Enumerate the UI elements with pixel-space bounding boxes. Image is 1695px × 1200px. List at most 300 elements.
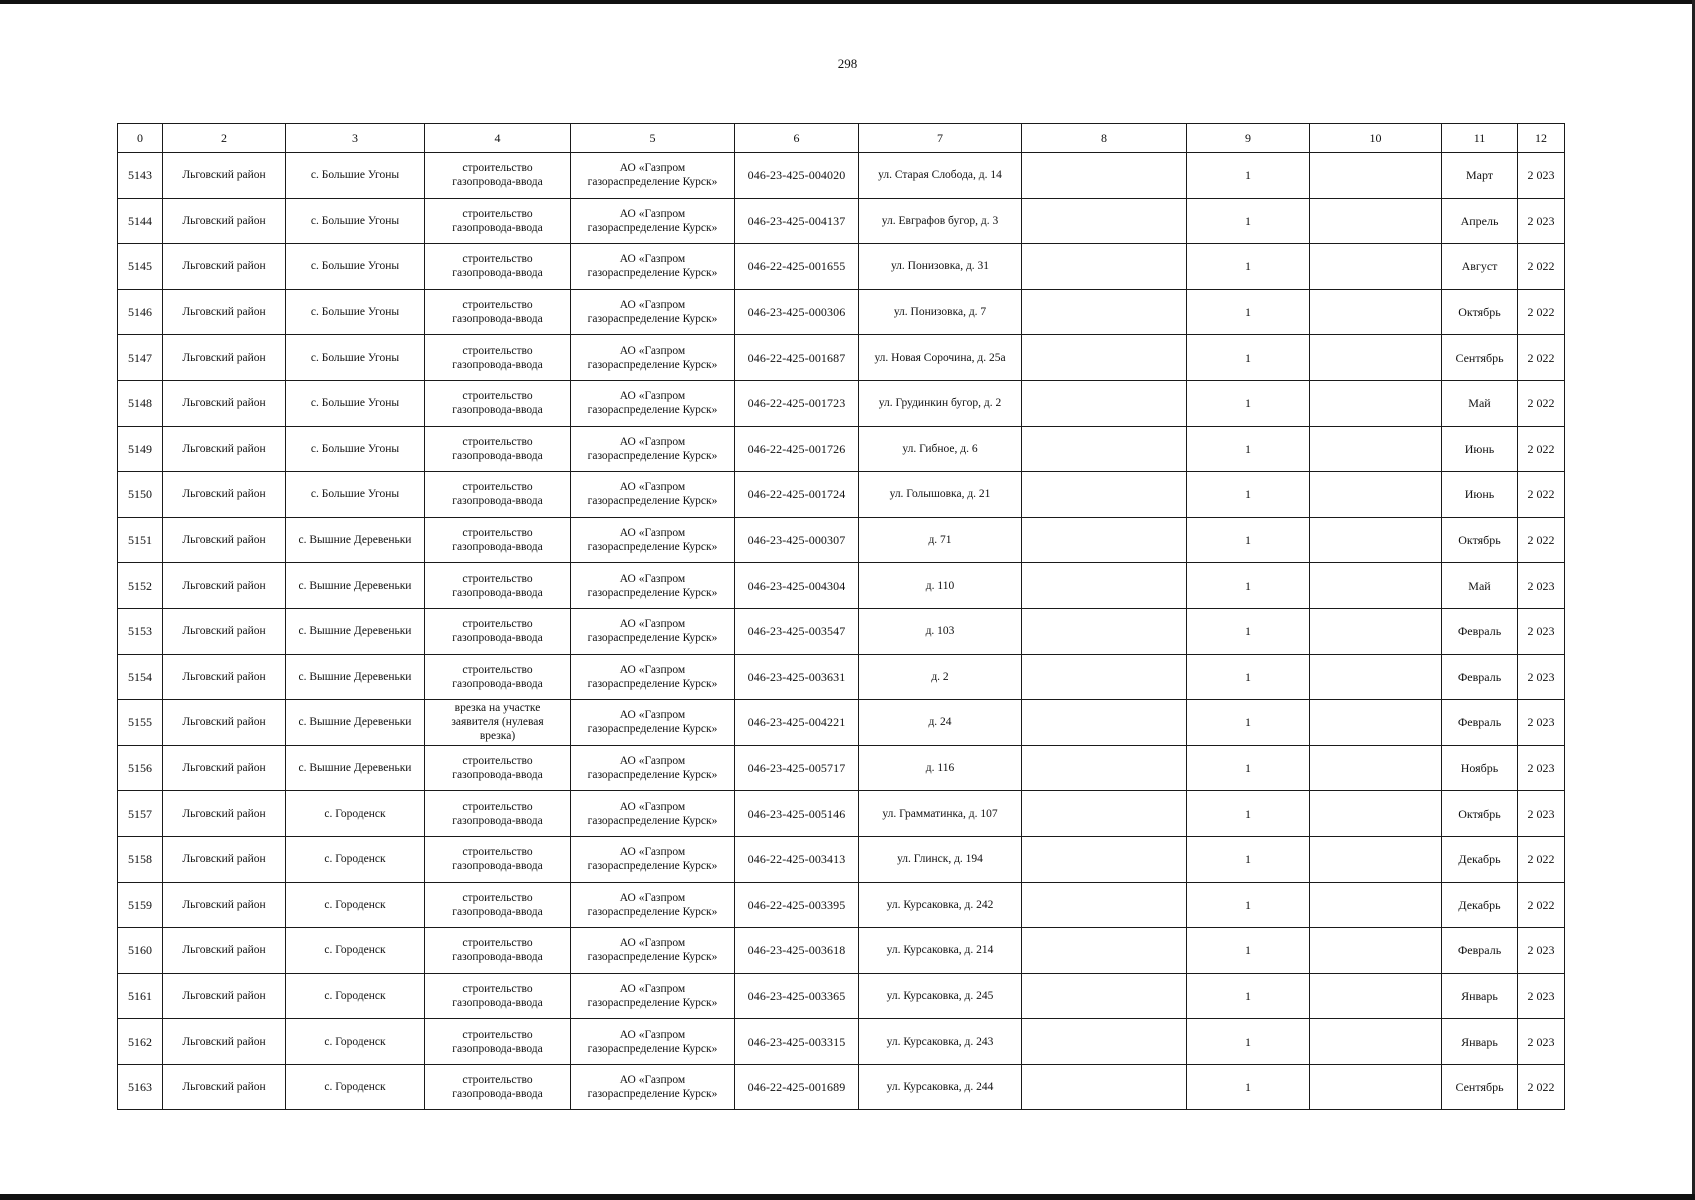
work-type-cell-line: строительство bbox=[462, 891, 533, 904]
work-type-cell-line: газопровода-ввода bbox=[452, 221, 543, 234]
address-cell: ул. Гибное, д. 6 bbox=[859, 426, 1022, 472]
address-cell: д. 110 bbox=[859, 563, 1022, 609]
row-number-cell: 5160 bbox=[118, 928, 163, 974]
organization-cell-line: газораспределение Курск» bbox=[587, 1042, 718, 1055]
district-cell: Льговский район bbox=[163, 745, 286, 791]
application-code-cell: 046-23-425-003547 bbox=[735, 608, 859, 654]
row-number-cell: 5144 bbox=[118, 198, 163, 244]
work-type-cell-line: газопровода-ввода bbox=[452, 586, 543, 599]
quantity-cell: 1 bbox=[1187, 289, 1310, 335]
application-code-cell: 046-22-425-001687 bbox=[735, 335, 859, 381]
month-cell: Август bbox=[1442, 244, 1518, 290]
application-code-cell: 046-23-425-000307 bbox=[735, 517, 859, 563]
quantity-cell: 1 bbox=[1187, 791, 1310, 837]
district-cell: Льговский район bbox=[163, 289, 286, 335]
year-cell: 2 023 bbox=[1518, 654, 1565, 700]
district-cell: Льговский район bbox=[163, 153, 286, 199]
empty-cell-8 bbox=[1022, 700, 1187, 746]
row-number-cell: 5151 bbox=[118, 517, 163, 563]
empty-cell-10 bbox=[1310, 882, 1442, 928]
work-type-cell-line: газопровода-ввода bbox=[452, 176, 543, 189]
year-cell: 2 023 bbox=[1518, 153, 1565, 199]
organization-cell-line: газораспределение Курск» bbox=[587, 586, 718, 599]
address-cell: ул. Грамматинка, д. 107 bbox=[859, 791, 1022, 837]
organization-cell-line: АО «Газпром bbox=[619, 207, 686, 220]
work-type-cell-line: строительство bbox=[462, 755, 533, 768]
locality-cell: с. Большие Угоны bbox=[286, 244, 425, 290]
empty-cell-8 bbox=[1022, 244, 1187, 290]
application-code-cell: 046-23-425-004020 bbox=[735, 153, 859, 199]
application-code-cell: 046-23-425-004304 bbox=[735, 563, 859, 609]
empty-cell-10 bbox=[1310, 608, 1442, 654]
month-cell: Ноябрь bbox=[1442, 745, 1518, 791]
organization-cell-line: АО «Газпром bbox=[619, 846, 686, 859]
row-number-cell: 5154 bbox=[118, 654, 163, 700]
organization-cell-line: АО «Газпром bbox=[619, 435, 686, 448]
organization-cell bbox=[571, 654, 735, 700]
organization-cell-line: газораспределение Курск» bbox=[587, 449, 718, 462]
table-row bbox=[118, 836, 1565, 882]
table-row bbox=[118, 563, 1565, 609]
district-cell: Льговский район bbox=[163, 1064, 286, 1110]
district-cell: Льговский район bbox=[163, 472, 286, 518]
table-row bbox=[118, 745, 1565, 791]
locality-cell: с. Городенск bbox=[286, 791, 425, 837]
empty-cell-10 bbox=[1310, 973, 1442, 1019]
table-row bbox=[118, 335, 1565, 381]
organization-cell bbox=[571, 836, 735, 882]
application-code-cell: 046-23-425-005146 bbox=[735, 791, 859, 837]
quantity-cell: 1 bbox=[1187, 836, 1310, 882]
scan-border-top bbox=[0, 0, 1695, 4]
locality-cell: с. Вышние Деревеньки bbox=[286, 745, 425, 791]
empty-cell-8 bbox=[1022, 153, 1187, 199]
quantity-cell: 1 bbox=[1187, 608, 1310, 654]
organization-cell-line: АО «Газпром bbox=[619, 299, 686, 312]
empty-cell-10 bbox=[1310, 563, 1442, 609]
table-row bbox=[118, 1019, 1565, 1065]
empty-cell-8 bbox=[1022, 380, 1187, 426]
organization-cell bbox=[571, 244, 735, 290]
year-cell: 2 023 bbox=[1518, 928, 1565, 974]
quantity-cell: 1 bbox=[1187, 745, 1310, 791]
quantity-cell: 1 bbox=[1187, 426, 1310, 472]
work-type-cell-line: строительство bbox=[462, 618, 533, 631]
organization-cell-line: АО «Газпром bbox=[619, 618, 686, 631]
organization-cell-line: газораспределение Курск» bbox=[587, 495, 718, 508]
year-cell: 2 023 bbox=[1518, 973, 1565, 1019]
row-number-cell: 5145 bbox=[118, 244, 163, 290]
locality-cell: с. Большие Угоны bbox=[286, 153, 425, 199]
table-row bbox=[118, 426, 1565, 472]
organization-cell bbox=[571, 1064, 735, 1110]
locality-cell: с. Городенск bbox=[286, 928, 425, 974]
district-cell: Льговский район bbox=[163, 198, 286, 244]
address-cell: ул. Голышовка, д. 21 bbox=[859, 472, 1022, 518]
row-number-cell: 5163 bbox=[118, 1064, 163, 1110]
organization-cell-line: АО «Газпром bbox=[619, 572, 686, 585]
month-cell: Май bbox=[1442, 563, 1518, 609]
organization-cell-line: АО «Газпром bbox=[619, 162, 686, 175]
empty-cell-8 bbox=[1022, 289, 1187, 335]
organization-cell bbox=[571, 882, 735, 928]
address-cell: д. 116 bbox=[859, 745, 1022, 791]
organization-cell-line: газораспределение Курск» bbox=[587, 221, 718, 234]
district-cell: Льговский район bbox=[163, 882, 286, 928]
work-type-cell-line: строительство bbox=[462, 937, 533, 950]
district-cell: Льговский район bbox=[163, 517, 286, 563]
work-type-cell-line: строительство bbox=[462, 1074, 533, 1087]
locality-cell: с. Городенск bbox=[286, 836, 425, 882]
work-type-cell-line: врезка) bbox=[479, 730, 516, 743]
quantity-cell: 1 bbox=[1187, 244, 1310, 290]
organization-cell-line: газораспределение Курск» bbox=[587, 723, 718, 736]
address-cell: ул. Старая Слобода, д. 14 bbox=[859, 153, 1022, 199]
empty-cell-10 bbox=[1310, 335, 1442, 381]
organization-cell-line: газораспределение Курск» bbox=[587, 769, 718, 782]
empty-cell-10 bbox=[1310, 1064, 1442, 1110]
work-type-cell-line: строительство bbox=[462, 1028, 533, 1041]
row-number-cell: 5148 bbox=[118, 380, 163, 426]
quantity-cell: 1 bbox=[1187, 198, 1310, 244]
district-cell: Льговский район bbox=[163, 563, 286, 609]
organization-cell bbox=[571, 198, 735, 244]
table-row bbox=[118, 289, 1565, 335]
table-body bbox=[118, 153, 1565, 1110]
locality-cell: с. Вышние Деревеньки bbox=[286, 700, 425, 746]
quantity-cell: 1 bbox=[1187, 1019, 1310, 1065]
work-type-cell-line: газопровода-ввода bbox=[452, 860, 543, 873]
district-cell: Льговский район bbox=[163, 380, 286, 426]
organization-cell-line: газораспределение Курск» bbox=[587, 951, 718, 964]
table-row bbox=[118, 198, 1565, 244]
organization-cell-line: газораспределение Курск» bbox=[587, 632, 718, 645]
work-type-cell-line: газопровода-ввода bbox=[452, 951, 543, 964]
organization-cell bbox=[571, 745, 735, 791]
application-code-cell: 046-23-425-004221 bbox=[735, 700, 859, 746]
organization-cell-line: АО «Газпром bbox=[619, 937, 686, 950]
empty-cell-10 bbox=[1310, 244, 1442, 290]
work-type-cell bbox=[425, 198, 571, 244]
organization-cell bbox=[571, 563, 735, 609]
work-type-cell bbox=[425, 973, 571, 1019]
empty-cell-8 bbox=[1022, 608, 1187, 654]
empty-cell-10 bbox=[1310, 426, 1442, 472]
organization-cell-line: газораспределение Курск» bbox=[587, 358, 718, 371]
month-cell: Май bbox=[1442, 380, 1518, 426]
empty-cell-10 bbox=[1310, 198, 1442, 244]
organization-cell-line: АО «Газпром bbox=[619, 800, 686, 813]
year-cell: 2 023 bbox=[1518, 608, 1565, 654]
district-cell: Льговский район bbox=[163, 608, 286, 654]
work-type-cell bbox=[425, 517, 571, 563]
empty-cell-8 bbox=[1022, 973, 1187, 1019]
year-cell: 2 022 bbox=[1518, 1064, 1565, 1110]
address-cell: д. 2 bbox=[859, 654, 1022, 700]
column-header: 5 bbox=[571, 124, 735, 153]
district-cell: Льговский район bbox=[163, 335, 286, 381]
quantity-cell: 1 bbox=[1187, 700, 1310, 746]
locality-cell: с. Вышние Деревеньки bbox=[286, 654, 425, 700]
column-header: 12 bbox=[1518, 124, 1565, 153]
address-cell: ул. Понизовка, д. 7 bbox=[859, 289, 1022, 335]
organization-cell bbox=[571, 1019, 735, 1065]
quantity-cell: 1 bbox=[1187, 472, 1310, 518]
organization-cell-line: АО «Газпром bbox=[619, 344, 686, 357]
district-cell: Льговский район bbox=[163, 654, 286, 700]
work-type-cell bbox=[425, 289, 571, 335]
organization-cell-line: газораспределение Курск» bbox=[587, 905, 718, 918]
locality-cell: с. Городенск bbox=[286, 973, 425, 1019]
organization-cell-line: АО «Газпром bbox=[619, 1074, 686, 1087]
work-type-cell-line: газопровода-ввода bbox=[452, 996, 543, 1009]
locality-cell: с. Большие Угоны bbox=[286, 198, 425, 244]
work-type-cell-line: газопровода-ввода bbox=[452, 814, 543, 827]
organization-cell-line: АО «Газпром bbox=[619, 253, 686, 266]
table-row bbox=[118, 517, 1565, 563]
empty-cell-8 bbox=[1022, 1019, 1187, 1065]
work-type-cell bbox=[425, 1064, 571, 1110]
empty-cell-10 bbox=[1310, 700, 1442, 746]
scan-border-bottom bbox=[0, 1194, 1695, 1200]
row-number-cell: 5146 bbox=[118, 289, 163, 335]
organization-cell-line: газораспределение Курск» bbox=[587, 267, 718, 280]
work-type-cell-line: газопровода-ввода bbox=[452, 541, 543, 554]
work-type-cell-line: строительство bbox=[462, 527, 533, 540]
application-code-cell: 046-23-425-003631 bbox=[735, 654, 859, 700]
quantity-cell: 1 bbox=[1187, 973, 1310, 1019]
month-cell: Февраль bbox=[1442, 700, 1518, 746]
year-cell: 2 022 bbox=[1518, 517, 1565, 563]
organization-cell-line: АО «Газпром bbox=[619, 709, 686, 722]
quantity-cell: 1 bbox=[1187, 563, 1310, 609]
month-cell: Июнь bbox=[1442, 426, 1518, 472]
column-header: 3 bbox=[286, 124, 425, 153]
organization-cell-line: газораспределение Курск» bbox=[587, 677, 718, 690]
month-cell: Октябрь bbox=[1442, 289, 1518, 335]
empty-cell-10 bbox=[1310, 654, 1442, 700]
organization-cell bbox=[571, 700, 735, 746]
year-cell: 2 023 bbox=[1518, 745, 1565, 791]
work-type-cell-line: строительство bbox=[462, 435, 533, 448]
row-number-cell: 5150 bbox=[118, 472, 163, 518]
locality-cell: с. Городенск bbox=[286, 1019, 425, 1065]
month-cell: Апрель bbox=[1442, 198, 1518, 244]
organization-cell bbox=[571, 426, 735, 472]
address-cell: ул. Курсаковка, д. 242 bbox=[859, 882, 1022, 928]
work-type-cell bbox=[425, 700, 571, 746]
work-type-cell bbox=[425, 426, 571, 472]
work-type-cell-line: газопровода-ввода bbox=[452, 358, 543, 371]
locality-cell: с. Вышние Деревеньки bbox=[286, 517, 425, 563]
district-cell: Льговский район bbox=[163, 1019, 286, 1065]
empty-cell-8 bbox=[1022, 198, 1187, 244]
table-row bbox=[118, 700, 1565, 746]
organization-cell-line: газораспределение Курск» bbox=[587, 313, 718, 326]
application-code-cell: 046-22-425-001724 bbox=[735, 472, 859, 518]
table-row bbox=[118, 608, 1565, 654]
year-cell: 2 022 bbox=[1518, 472, 1565, 518]
empty-cell-10 bbox=[1310, 153, 1442, 199]
locality-cell: с. Вышние Деревеньки bbox=[286, 608, 425, 654]
work-type-cell bbox=[425, 244, 571, 290]
year-cell: 2 022 bbox=[1518, 244, 1565, 290]
row-number-cell: 5159 bbox=[118, 882, 163, 928]
locality-cell: с. Большие Угоны bbox=[286, 335, 425, 381]
month-cell: Октябрь bbox=[1442, 791, 1518, 837]
month-cell: Февраль bbox=[1442, 654, 1518, 700]
application-code-cell: 046-23-425-003315 bbox=[735, 1019, 859, 1065]
application-code-cell: 046-22-425-001655 bbox=[735, 244, 859, 290]
empty-cell-10 bbox=[1310, 791, 1442, 837]
month-cell: Март bbox=[1442, 153, 1518, 199]
row-number-cell: 5143 bbox=[118, 153, 163, 199]
work-type-cell bbox=[425, 654, 571, 700]
work-type-cell bbox=[425, 472, 571, 518]
column-header: 0 bbox=[118, 124, 163, 153]
application-code-cell: 046-23-425-005717 bbox=[735, 745, 859, 791]
organization-cell-line: газораспределение Курск» bbox=[587, 814, 718, 827]
column-header: 7 bbox=[859, 124, 1022, 153]
empty-cell-10 bbox=[1310, 380, 1442, 426]
address-cell: д. 71 bbox=[859, 517, 1022, 563]
month-cell: Сентябрь bbox=[1442, 1064, 1518, 1110]
work-type-cell-line: газопровода-ввода bbox=[452, 677, 543, 690]
organization-cell bbox=[571, 791, 735, 837]
year-cell: 2 022 bbox=[1518, 426, 1565, 472]
application-code-cell: 046-22-425-003395 bbox=[735, 882, 859, 928]
work-type-cell-line: строительство bbox=[462, 390, 533, 403]
month-cell: Июнь bbox=[1442, 472, 1518, 518]
work-type-cell-line: строительство bbox=[462, 299, 533, 312]
work-type-cell-line: газопровода-ввода bbox=[452, 267, 543, 280]
table-row bbox=[118, 244, 1565, 290]
address-cell: ул. Курсаковка, д. 244 bbox=[859, 1064, 1022, 1110]
district-cell: Льговский район bbox=[163, 791, 286, 837]
district-cell: Льговский район bbox=[163, 973, 286, 1019]
work-type-cell bbox=[425, 745, 571, 791]
table-row bbox=[118, 928, 1565, 974]
application-code-cell: 046-22-425-001726 bbox=[735, 426, 859, 472]
address-cell: ул. Курсаковка, д. 243 bbox=[859, 1019, 1022, 1065]
work-type-cell-line: строительство bbox=[462, 572, 533, 585]
organization-cell bbox=[571, 608, 735, 654]
organization-cell bbox=[571, 335, 735, 381]
organization-cell bbox=[571, 472, 735, 518]
row-number-cell: 5156 bbox=[118, 745, 163, 791]
table-row bbox=[118, 654, 1565, 700]
organization-cell bbox=[571, 380, 735, 426]
organization-cell-line: АО «Газпром bbox=[619, 755, 686, 768]
month-cell: Январь bbox=[1442, 1019, 1518, 1065]
row-number-cell: 5158 bbox=[118, 836, 163, 882]
table-row bbox=[118, 882, 1565, 928]
empty-cell-8 bbox=[1022, 472, 1187, 518]
locality-cell: с. Городенск bbox=[286, 882, 425, 928]
work-type-cell bbox=[425, 791, 571, 837]
address-cell: ул. Курсаковка, д. 214 bbox=[859, 928, 1022, 974]
application-code-cell: 046-22-425-001689 bbox=[735, 1064, 859, 1110]
month-cell: Февраль bbox=[1442, 608, 1518, 654]
row-number-cell: 5162 bbox=[118, 1019, 163, 1065]
empty-cell-10 bbox=[1310, 745, 1442, 791]
address-cell: ул. Новая Сорочина, д. 25а bbox=[859, 335, 1022, 381]
row-number-cell: 5147 bbox=[118, 335, 163, 381]
empty-cell-10 bbox=[1310, 1019, 1442, 1065]
table-row bbox=[118, 791, 1565, 837]
application-code-cell: 046-22-425-001723 bbox=[735, 380, 859, 426]
year-cell: 2 023 bbox=[1518, 700, 1565, 746]
empty-cell-10 bbox=[1310, 928, 1442, 974]
table-row bbox=[118, 973, 1565, 1019]
work-type-cell bbox=[425, 836, 571, 882]
quantity-cell: 1 bbox=[1187, 654, 1310, 700]
column-header: 4 bbox=[425, 124, 571, 153]
organization-cell bbox=[571, 517, 735, 563]
empty-cell-10 bbox=[1310, 517, 1442, 563]
empty-cell-8 bbox=[1022, 335, 1187, 381]
empty-cell-10 bbox=[1310, 289, 1442, 335]
organization-cell bbox=[571, 153, 735, 199]
work-type-cell-line: строительство bbox=[462, 481, 533, 494]
district-cell: Льговский район bbox=[163, 426, 286, 472]
work-type-cell bbox=[425, 1019, 571, 1065]
organization-cell-line: газораспределение Курск» bbox=[587, 996, 718, 1009]
empty-cell-8 bbox=[1022, 1064, 1187, 1110]
organization-cell-line: газораспределение Курск» bbox=[587, 176, 718, 189]
organization-cell-line: газораспределение Курск» bbox=[587, 404, 718, 417]
locality-cell: с. Вышние Деревеньки bbox=[286, 563, 425, 609]
empty-cell-8 bbox=[1022, 882, 1187, 928]
registry-table bbox=[117, 123, 1565, 1110]
year-cell: 2 023 bbox=[1518, 198, 1565, 244]
application-code-cell: 046-23-425-004137 bbox=[735, 198, 859, 244]
work-type-cell-line: газопровода-ввода bbox=[452, 495, 543, 508]
empty-cell-10 bbox=[1310, 836, 1442, 882]
organization-cell-line: АО «Газпром bbox=[619, 1028, 686, 1041]
month-cell: Февраль bbox=[1442, 928, 1518, 974]
year-cell: 2 022 bbox=[1518, 882, 1565, 928]
work-type-cell-line: газопровода-ввода bbox=[452, 769, 543, 782]
organization-cell bbox=[571, 289, 735, 335]
work-type-cell-line: врезка на участке bbox=[454, 702, 541, 715]
address-cell: д. 103 bbox=[859, 608, 1022, 654]
column-header: 9 bbox=[1187, 124, 1310, 153]
quantity-cell: 1 bbox=[1187, 517, 1310, 563]
column-header: 2 bbox=[163, 124, 286, 153]
month-cell: Сентябрь bbox=[1442, 335, 1518, 381]
year-cell: 2 022 bbox=[1518, 289, 1565, 335]
row-number-cell: 5149 bbox=[118, 426, 163, 472]
district-cell: Льговский район bbox=[163, 700, 286, 746]
empty-cell-8 bbox=[1022, 791, 1187, 837]
column-header: 8 bbox=[1022, 124, 1187, 153]
application-code-cell: 046-23-425-003365 bbox=[735, 973, 859, 1019]
row-number-cell: 5161 bbox=[118, 973, 163, 1019]
quantity-cell: 1 bbox=[1187, 153, 1310, 199]
quantity-cell: 1 bbox=[1187, 380, 1310, 426]
address-cell: ул. Глинск, д. 194 bbox=[859, 836, 1022, 882]
month-cell: Декабрь bbox=[1442, 836, 1518, 882]
column-header: 10 bbox=[1310, 124, 1442, 153]
locality-cell: с. Большие Угоны bbox=[286, 472, 425, 518]
work-type-cell-line: строительство bbox=[462, 982, 533, 995]
organization-cell-line: газораспределение Курск» bbox=[587, 1088, 718, 1101]
work-type-cell-line: газопровода-ввода bbox=[452, 313, 543, 326]
work-type-cell bbox=[425, 380, 571, 426]
organization-cell-line: АО «Газпром bbox=[619, 663, 686, 676]
work-type-cell-line: газопровода-ввода bbox=[452, 632, 543, 645]
